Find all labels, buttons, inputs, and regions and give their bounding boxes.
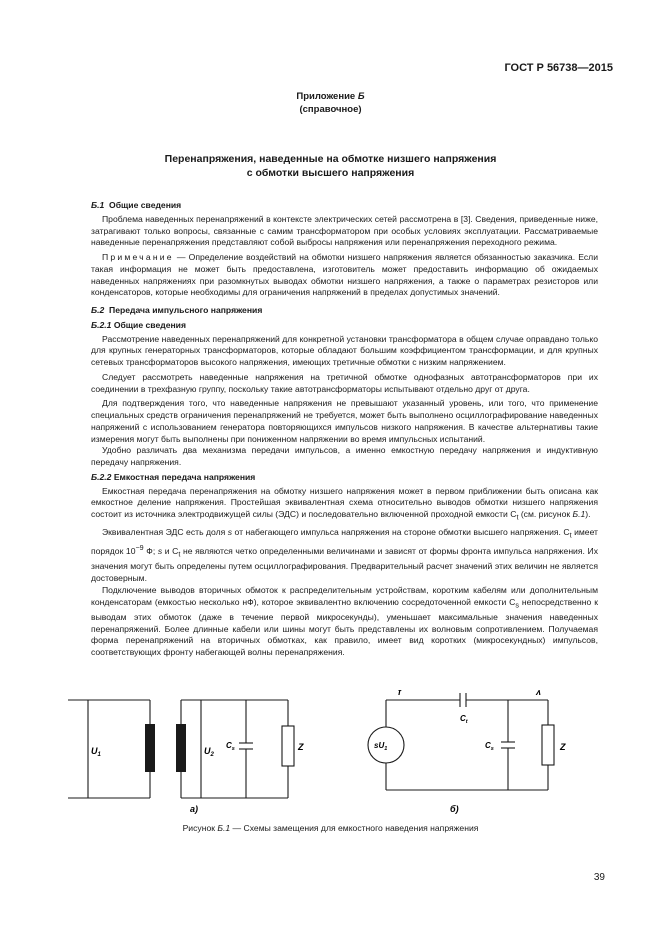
label-b-f: f (398, 690, 401, 697)
heading-b21: Б.2.1 Общие сведения (91, 319, 186, 330)
label-a-u2: U (204, 746, 211, 756)
paragraph-b21-1: Рассмотрение наведенных перенапряжений для конкретной установки трансформатора в общем случае оправдано только для крупных генераторных трансформаторов, которые обладают большим коэффициентом трансформации, и для крупных сетевых трансформаторов высокого напряжения, имеющих третичные обмотки с низким напряжением. (91, 333, 598, 367)
label-b-su-sub: 1 (384, 746, 388, 752)
note-text: — Определение воздействий на обмотки низшего напряжения является обязанностью заказчика. Если такая информация не может быть предоставлена, изготовитель может предоставить информацию об ожидаемых наведенных напряжениях при разомкнутых выводах обмотки низшего напряжения, а также о параметрах резисторов или конденсаторов, которые необходимы для ограничения напряжений в пределах допустимых значений. (91, 252, 598, 298)
equivalent-circuits-diagram (68, 690, 608, 820)
page-number: 39 (593, 872, 605, 883)
svg-text:Cs (485, 741, 494, 752)
label-b-su: sU (374, 741, 385, 750)
heading-b1: Б.1 Общие сведения (91, 200, 182, 210)
appendix-type: (справочное) (299, 103, 362, 115)
label-b-ct: C (460, 714, 466, 723)
paragraph-b22-2: Эквивалентная ЭДС есть доля s от набегающего импульса напряжения на стороне обмотки высшего напряжения. $C_t$ имеет порядок $10^{-9}$ Ф; s и $C_t$ не являются четко определенными величинами и зависят от формы фронта импульса напряжения. Их значения могут быть определены путем осциллографирования. Предварительный расчет значений этих величин не является достоверным. (91, 527, 598, 584)
label-b-lambda: λ (536, 690, 542, 697)
label-a-u1: U (91, 746, 98, 756)
winding-a-1 (145, 724, 155, 772)
svg-text:Ct (460, 714, 469, 725)
label-b-cs-sub: s (490, 746, 494, 752)
appendix-title (100, 153, 561, 180)
paragraph-b21-3: Для подтверждения того, что наведенные напряжения не превышают указанный уровень, или того, что применение специальных средств ограничения перенапряжений не требуется, может быть выполнено осциллографирование наведенных напряжений с использованием генератора повторяющихся импульсов низкого напряжения. В качестве альтернативы такие измерения могут быть выполнены при пониженном напряжении во время импульсных испытаний. (91, 398, 598, 444)
label-a-u1-sub: 1 (97, 752, 101, 758)
label-a-cs-sub: s (231, 746, 235, 752)
svg-text:U1 (91, 746, 102, 758)
body-text (91, 197, 598, 659)
resistor-b-z (542, 725, 554, 765)
label-b-cs: C (485, 741, 491, 750)
label-a-u2-sub: 2 (210, 752, 214, 758)
title-line-2: с обмотки высшего напряжения (246, 166, 415, 179)
resistor-a-z (282, 726, 294, 766)
label-a-cs: C (226, 741, 232, 750)
heading-b2: Б.2 Передача импульсного напряжения (91, 305, 263, 315)
paragraph-b22-3: Подключение выводов вторичных обмоток к распределительным устройствам, коротким кабелям или дополнительным конденсаторам (емкостью несколько нФ), которое эквивалентно включению сосредоточенной емкости $C_s$ непосредственно к выводам этих обмоток (даже в течение первой микросекунды), уменьшает максимальные значения наведенных перенапряжений. Более длинные кабели или шины могут быть представлены их волновым сопротивлением. Получаемая форма перенапряжений на вторичных обмотках, как правило, имеет вид коротких (микросекундных) импульсов, соответствующих фронту набегающей волны перенапряжения. (91, 584, 598, 658)
label-b-caption: б) (450, 804, 459, 814)
figure-caption: Рисунок Б.1 — Схемы замещения для емкостного наведения напряжения (182, 823, 479, 833)
svg-text:U2 (204, 746, 215, 758)
label-a-z: Z (298, 742, 304, 752)
paragraph-b22-1: Емкостная передача перенапряжения на обмотку низшего напряжения может в первом приближении быть описана как емкостное деление напряжения. Простейшая эквивалентная схема относительно выводов обмотки низшего напряжения состоит из источника электродвижущей силы (ЭДС) и последовательно включенной проходной емкости $C_t$ (см. рисунок Б.1). (91, 485, 598, 522)
appendix-label: Приложение (296, 91, 356, 102)
figure-b1 (68, 690, 608, 820)
note-label: Примечание (102, 252, 174, 262)
standard-designation: ГОСТ Р 56738—2015 (504, 62, 613, 74)
title-line-1: Перенапряжения, наведенные на обмотке низшего напряжения (164, 153, 497, 165)
appendix-letter: Б (357, 91, 365, 102)
label-b-z: Z (560, 742, 566, 752)
paragraph-b21-2: Следует рассмотреть наведенные напряжения на третичной обмотке однофазных автотрансформаторов при их соединении в трехфазную группу, поскольку такие автотрансформаторы испытывают отдельно друг от друга. (91, 371, 598, 394)
appendix-heading (0, 91, 661, 116)
svg-text:Cs (226, 741, 235, 752)
circuit-b (368, 693, 554, 790)
paragraph-b21-4: Удобно различать два механизма передачи импульсов, а именно емкостную передачу напряжения и индуктивную передачу напряжения. (91, 445, 598, 467)
paragraph-b1-1: Проблема наведенных перенапряжений в контексте электрических сетей рассмотрена в [3]. Сведения, приведенные ниже, затрагивают только вопросы, связанные с самим трансформатором при особых условиях эксплуатации. Рассматриваемые наведенные перенапряжения представляют собой выбросы напряжения или перенапряжения переходного режима. (91, 213, 598, 248)
winding-a-2 (176, 724, 186, 772)
label-b-ct-sub: t (465, 719, 468, 725)
label-a-caption: а) (190, 804, 199, 814)
heading-b22: Б.2.2 Емкостная передача напряжения (91, 471, 256, 482)
svg-text:sU1 (374, 741, 387, 752)
note-b1 (91, 252, 598, 299)
